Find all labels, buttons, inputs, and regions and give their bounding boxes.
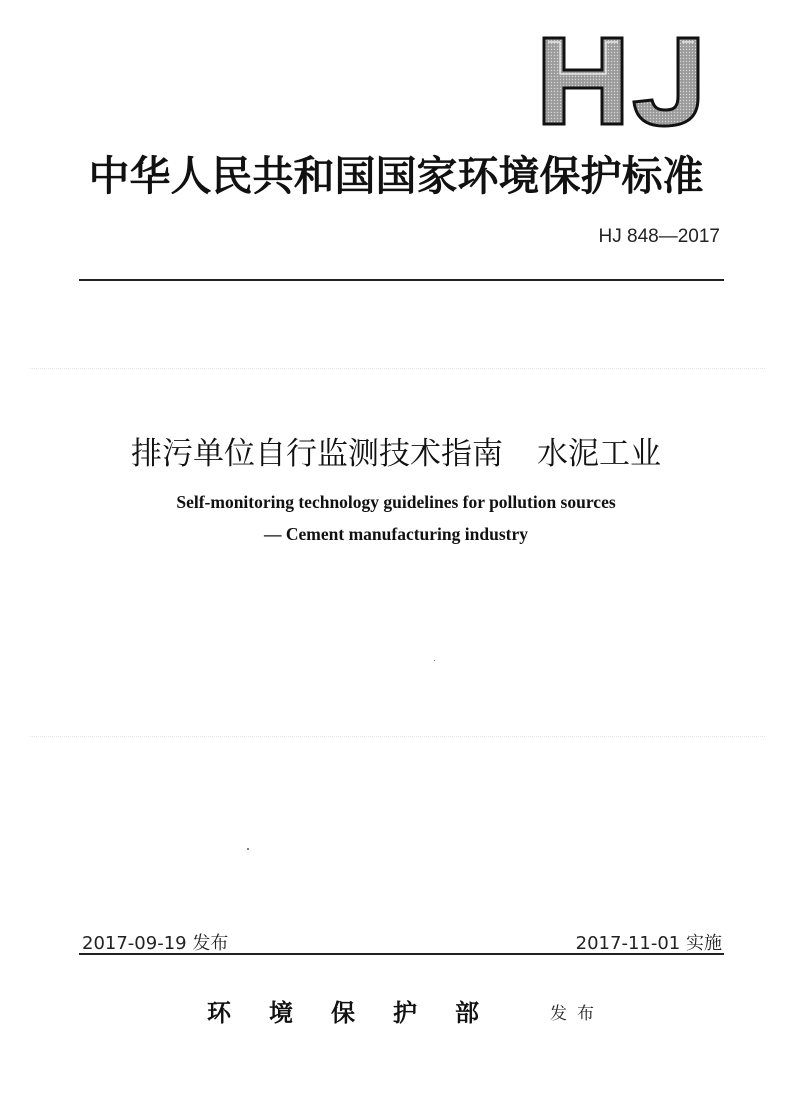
implementation-date: 2017-11-01 实施 <box>575 933 722 954</box>
top-divider <box>79 279 724 281</box>
issue-date: 2017-09-19 发布 <box>82 933 229 954</box>
english-title-line-2: — Cement manufacturing industry <box>264 524 528 544</box>
scan-line <box>30 736 765 737</box>
scan-line <box>30 368 765 369</box>
ministry-char: 境 <box>269 998 293 1027</box>
standard-category-title: 中华人民共和国国家环境保护标准 <box>88 152 704 200</box>
bottom-divider <box>79 953 724 955</box>
ministry-char: 部 <box>455 998 479 1027</box>
scan-speck <box>434 660 435 661</box>
issuing-ministry <box>207 993 479 1028</box>
ministry-char: 环 <box>207 998 231 1027</box>
hj-logo <box>538 30 728 130</box>
standard-number: HJ 848—2017 <box>598 226 720 247</box>
chinese-title-main: 排污单位自行监测技术指南 <box>131 436 503 472</box>
english-title-line-1: Self-monitoring technology guidelines for pollution sources <box>176 492 616 512</box>
ministry-char: 保 <box>331 998 355 1027</box>
scan-speck <box>247 848 249 850</box>
chinese-title-sub: 水泥工业 <box>537 436 661 472</box>
publish-label: 发布 <box>550 1004 604 1024</box>
ministry-char: 护 <box>393 998 417 1027</box>
chinese-title <box>0 428 792 473</box>
